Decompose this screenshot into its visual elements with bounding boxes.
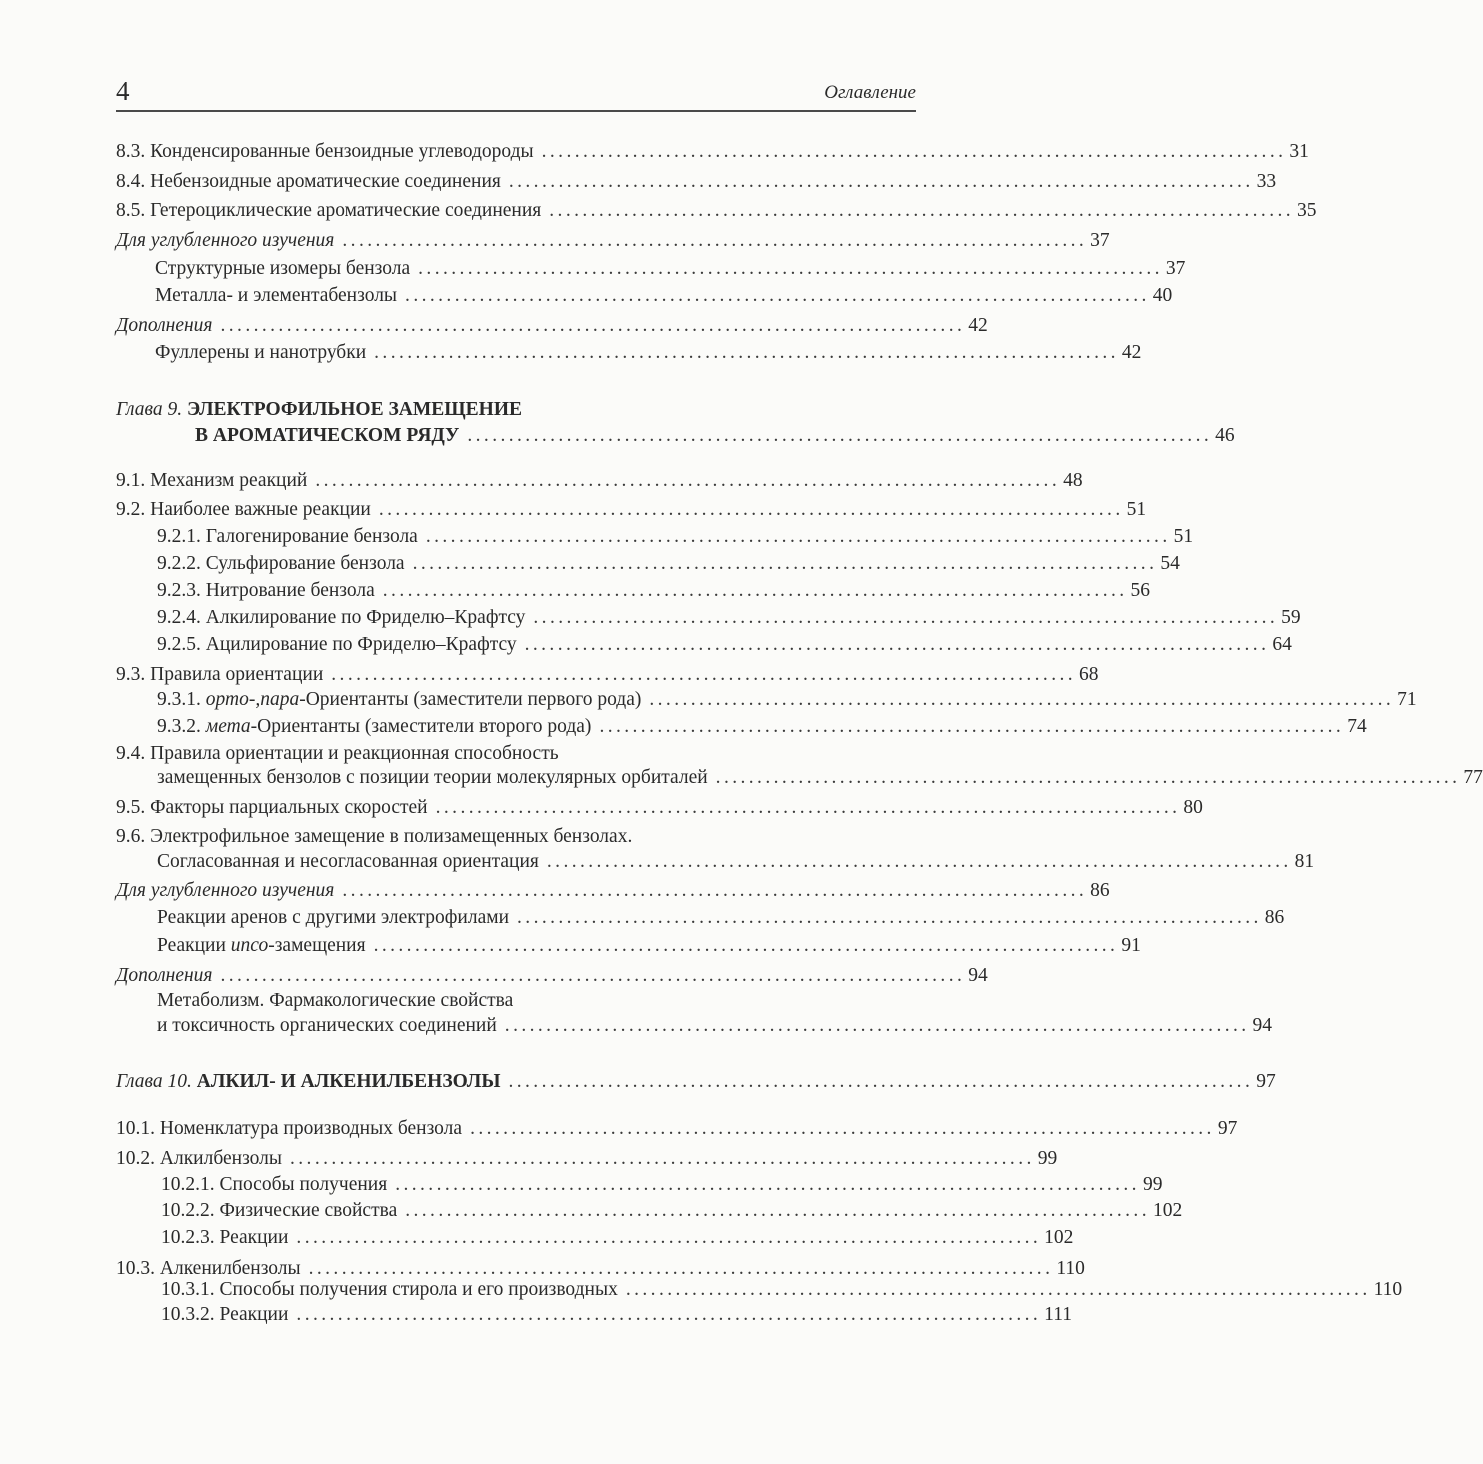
- toc-entry[interactable]: 9.3.1. орто-,пара-Ориентанты (заместители первого рода) .......................................................................................... 71: [157, 689, 1417, 710]
- toc-entry[interactable]: 9.2.3. Нитрование бензола .......................................................................................... 56: [157, 580, 1151, 601]
- running-title: Оглавление: [824, 82, 916, 103]
- toc-entry[interactable]: 9.5. Факторы парциальных скоростей .......................................................................................... 80: [116, 797, 1203, 818]
- toc-entry[interactable]: 10.3.1. Способы получения стирола и его производных .......................................................................................... 110: [161, 1279, 1403, 1300]
- toc-entry[interactable]: 10.3. Алкенилбензолы .......................................................................................... 110: [116, 1258, 1085, 1279]
- toc-entry-multiline[interactable]: 9.6. Электрофильное замещение в полизамещенных бензолах.: [116, 826, 633, 847]
- toc-entry[interactable]: 9.3. Правила ориентации .......................................................................................... 68: [116, 664, 1099, 685]
- toc-entry[interactable]: 9.1. Механизм реакций .......................................................................................... 48: [116, 470, 1083, 491]
- toc-entry-multiline[interactable]: 9.4. Правила ориентации и реакционная способность: [116, 743, 559, 764]
- toc-entry-continuation[interactable]: Согласованная и несогласованная ориентация .......................................................................................... 81: [157, 851, 1315, 872]
- toc-entry-multiline[interactable]: Метаболизм. Фармакологические свойства: [157, 990, 514, 1011]
- toc-entry[interactable]: 10.3.2. Реакции .......................................................................................... 111: [161, 1304, 1072, 1325]
- toc-entry[interactable]: 9.2.1. Галогенирование бензола .......................................................................................... 51: [157, 526, 1194, 547]
- toc-entry[interactable]: 10.2. Алкилбензолы .......................................................................................... 99: [116, 1148, 1058, 1169]
- toc-entry[interactable]: 10.2.2. Физические свойства .......................................................................................... 102: [161, 1200, 1183, 1221]
- toc-entry[interactable]: 9.3.2. мета-Ориентанты (заместители второго рода) .......................................................................................... 74: [157, 716, 1367, 737]
- toc-entry-section[interactable]: Для углубленного изучения .......................................................................................... 37: [116, 230, 1110, 251]
- toc-entry[interactable]: Реакции аренов с другими электрофилами .......................................................................................... 86: [157, 907, 1285, 928]
- toc-entry[interactable]: Реакции ипсо-замещения .......................................................................................... 91: [157, 935, 1141, 956]
- toc-entry-section[interactable]: Для углубленного изучения .......................................................................................... 86: [116, 880, 1110, 901]
- toc-entry[interactable]: 9.2.4. Алкилирование по Фриделю–Крафтсу .......................................................................................... 59: [157, 607, 1301, 628]
- chapter-9-heading[interactable]: Глава 9. ЭЛЕКТРОФИЛЬНОЕ ЗАМЕЩЕНИЕ: [116, 399, 523, 420]
- toc-entry[interactable]: 9.2.2. Сульфирование бензола .......................................................................................... 54: [157, 553, 1180, 574]
- toc-entry[interactable]: 10.1. Номенклатура производных бензола .......................................................................................... 97: [116, 1118, 1238, 1139]
- toc-entry[interactable]: 9.2. Наиболее важные реакции .......................................................................................... 51: [116, 499, 1147, 520]
- chapter-9-heading-line2[interactable]: В АРОМАТИЧЕСКОМ РЯДУ .......................................................................................... 46: [195, 425, 1235, 446]
- chapter-10-heading[interactable]: Глава 10. АЛКИЛ- И АЛКЕНИЛБЕНЗОЛЫ .......................................................................................... 97: [116, 1071, 1276, 1092]
- toc-entry[interactable]: 10.2.3. Реакции .......................................................................................... 102: [161, 1227, 1074, 1248]
- page-header: [116, 74, 916, 114]
- toc-entry-continuation[interactable]: замещенных бензолов с позиции теории молекулярных орбиталей .......................................................................................... 77: [157, 767, 1483, 788]
- toc-entry-section[interactable]: Дополнения .......................................................................................... 94: [116, 965, 988, 986]
- page-number: 4: [116, 76, 130, 106]
- toc-entry[interactable]: Фуллерены и нанотрубки .......................................................................................... 42: [155, 342, 1142, 363]
- toc-entry[interactable]: 9.2.5. Ацилирование по Фриделю–Крафтсу .......................................................................................... 64: [157, 634, 1292, 655]
- header-rule: [116, 110, 916, 112]
- toc-entry[interactable]: Структурные изомеры бензола .......................................................................................... 37: [155, 258, 1186, 279]
- toc-entry[interactable]: 8.5. Гетероциклические ароматические соединения .......................................................................................... 35: [116, 200, 1317, 221]
- toc-entry[interactable]: 8.4. Небензоидные ароматические соединения .......................................................................................... 33: [116, 171, 1277, 192]
- toc-entry-section[interactable]: Дополнения .......................................................................................... 42: [116, 315, 988, 336]
- toc-entry[interactable]: 10.2.1. Способы получения .......................................................................................... 99: [161, 1174, 1163, 1195]
- toc-entry[interactable]: Металла- и элементабензолы .......................................................................................... 40: [155, 285, 1173, 306]
- toc-entry-continuation[interactable]: и токсичность органических соединений .......................................................................................... 94: [157, 1015, 1273, 1036]
- toc-entry[interactable]: 8.3. Конденсированные бензоидные углеводороды .......................................................................................... 31: [116, 141, 1309, 162]
